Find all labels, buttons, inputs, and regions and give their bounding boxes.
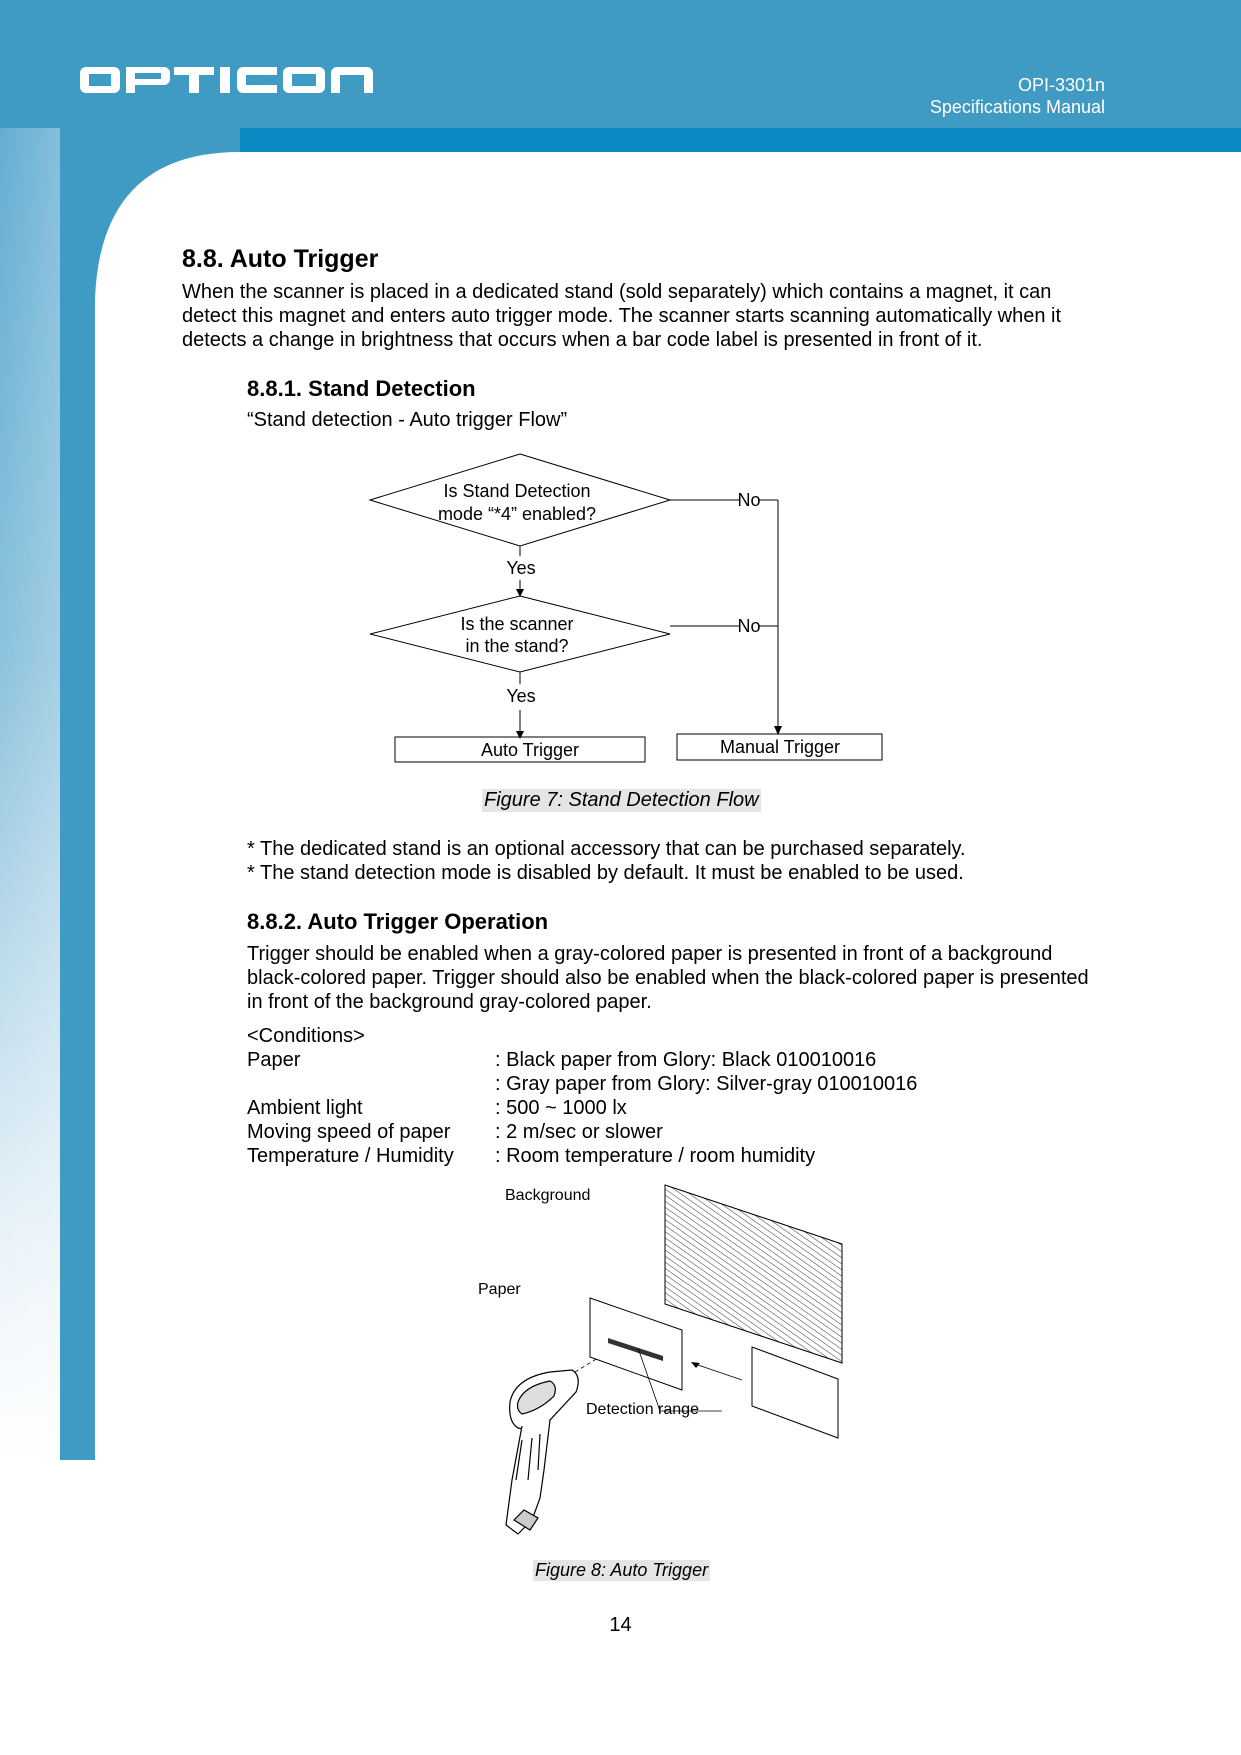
scanner-icon bbox=[506, 1370, 578, 1534]
detection-range-panel bbox=[752, 1347, 838, 1438]
stand-detection-flowchart bbox=[360, 448, 900, 768]
condition-label: Paper bbox=[247, 1049, 301, 1071]
doc-model: OPI-3301n bbox=[1017, 75, 1105, 95]
figure-8-caption: Figure 8: Auto Trigger bbox=[535, 1560, 709, 1580]
conditions-heading: <Conditions> bbox=[247, 1025, 365, 1047]
yes-label-2: Yes bbox=[506, 686, 536, 706]
decision-1-line2: mode “*4” enabled? bbox=[437, 504, 597, 524]
condition-value: : 500 ~ 1000 lx bbox=[495, 1097, 627, 1119]
section-body: When the scanner is placed in a dedicated stand (sold separately) which contains a magnet, it can detect this magnet and enters auto trigger mode. The scanner starts scanning automatically when it detects a change in brightness that occurs when a bar code label is presented in front of it. bbox=[182, 281, 1062, 351]
note-disabled-default: * The stand detection mode is disabled by default. It must be enabled to be used. bbox=[247, 862, 964, 884]
background-panel bbox=[665, 1185, 842, 1363]
condition-value: : Black paper from Glory: Black 010010016 bbox=[495, 1049, 877, 1071]
yes-label-1: Yes bbox=[506, 558, 536, 578]
operation-body: Trigger should be enabled when a gray-colored paper is presented in front of a background black-colored paper. Trigger should also be enabled when the black-colored paper is presented in front of the background gray-colored paper. bbox=[247, 943, 1089, 1013]
figure-7-caption: Figure 7: Stand Detection Flow bbox=[484, 789, 759, 811]
manual-trigger-label: Manual Trigger bbox=[719, 737, 841, 757]
condition-label: Moving speed of paper bbox=[247, 1121, 451, 1143]
section-title: 8.8. Auto Trigger bbox=[182, 245, 379, 273]
condition-label: Temperature / Humidity bbox=[247, 1145, 454, 1167]
subsection-auto-trigger-operation-title: 8.8.2. Auto Trigger Operation bbox=[247, 909, 549, 934]
no-label-2: No bbox=[737, 616, 761, 636]
subsection-stand-detection-title: 8.8.1. Stand Detection bbox=[247, 376, 476, 401]
paper-panel bbox=[590, 1298, 682, 1390]
background-label: Background bbox=[505, 1187, 591, 1204]
decision-in-stand bbox=[370, 596, 670, 672]
decision-2-line2: in the stand? bbox=[465, 636, 569, 656]
opticon-logo bbox=[80, 64, 390, 98]
auto-trigger-label: Auto Trigger bbox=[480, 740, 580, 760]
condition-label: Ambient light bbox=[247, 1097, 363, 1119]
auto-trigger-illustration bbox=[460, 1180, 860, 1550]
condition-value: : Room temperature / room humidity bbox=[495, 1145, 816, 1167]
detection-range-label: Detection range bbox=[586, 1401, 699, 1418]
no-label-1: No bbox=[737, 490, 761, 510]
doc-type: Specifications Manual bbox=[929, 97, 1105, 117]
flow-intro: “Stand detection - Auto trigger Flow” bbox=[247, 409, 568, 431]
page-number: 14 bbox=[609, 1614, 632, 1636]
decision-1-line1: Is Stand Detection bbox=[443, 481, 591, 501]
condition-value: : Gray paper from Glory: Silver-gray 010010016 bbox=[495, 1073, 918, 1095]
decision-2-line1: Is the scanner bbox=[460, 614, 574, 634]
document-info bbox=[930, 74, 1105, 118]
note-optional-accessory: * The dedicated stand is an optional accessory that can be purchased separately. bbox=[247, 838, 966, 860]
condition-value: : 2 m/sec or slower bbox=[495, 1121, 663, 1143]
paper-label: Paper bbox=[478, 1281, 521, 1298]
